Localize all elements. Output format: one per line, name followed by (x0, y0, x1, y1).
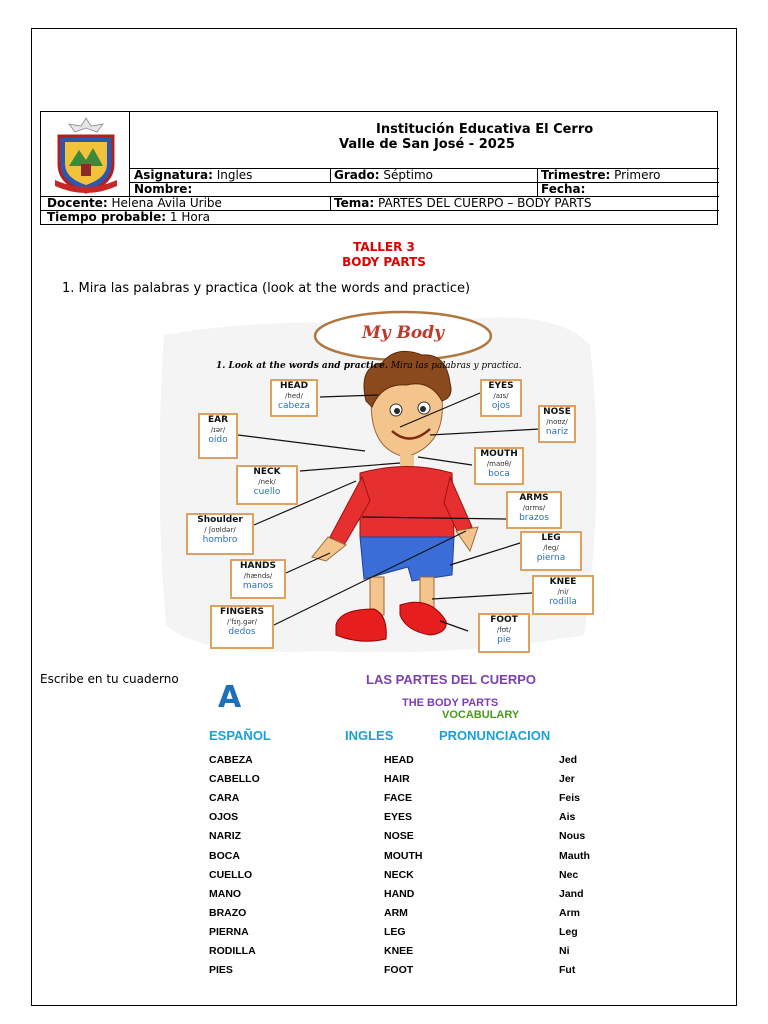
card-es: ojos (491, 401, 511, 411)
vocab-pron: Jed (559, 754, 578, 766)
letter-a-icon: A (218, 680, 242, 715)
list-item (0, 888, 768, 907)
vocab-en: MOUTH (384, 849, 423, 862)
city-year: Valle de San José - 2025 (339, 137, 515, 152)
vocab-en: HEAD (384, 754, 414, 766)
card-ipa: /ˈfɪŋ.gər/ (227, 618, 257, 626)
vocab-card-head (270, 379, 318, 417)
tiempo-cell (47, 210, 210, 224)
vocab-en: LEG (384, 925, 406, 938)
vocab-en: ARM (384, 906, 408, 919)
docente-value: Helena Avila Uribe (111, 196, 222, 210)
card-ipa: /maʊθ/ (486, 460, 512, 468)
card-ipa: /ɪər/ (210, 426, 226, 434)
card-ipa: /hænds/ (243, 572, 273, 580)
list-item (0, 792, 768, 811)
card-en: FOOT (490, 615, 518, 625)
vocab-en: HAND (384, 887, 415, 900)
vocab-card-foot (478, 613, 530, 653)
vocab-pron: Ni (559, 945, 570, 957)
asignatura-label: Asignatura: (134, 168, 213, 182)
trimestre-label: Trimestre: (541, 168, 611, 182)
vocab-card-mouth (474, 447, 524, 485)
taller-title: TALLER 3 (353, 240, 415, 254)
vocab-card-shoulder (186, 513, 254, 555)
card-en: HEAD (279, 381, 309, 391)
vocab-es: BOCA (209, 849, 240, 862)
write-note: Escribe en tu cuaderno (40, 672, 179, 686)
nombre-cell (134, 182, 192, 196)
list-item (0, 830, 768, 849)
vocab-es: CUELLO (209, 868, 253, 881)
vocab-es: PIERNA (209, 925, 249, 938)
vocab-card-fingers (210, 605, 274, 649)
card-en: EYES (488, 381, 514, 391)
card-es: cabeza (278, 401, 310, 411)
instruction: 1. Mira las palabras y practica (look at the words and practice) (62, 281, 471, 296)
vocab-pron: Feis (559, 792, 581, 805)
vocab-en: FOOT (384, 964, 414, 977)
vocab-pron: Nous (559, 830, 586, 843)
card-en: ARMS (519, 493, 549, 503)
list-item (0, 926, 768, 945)
card-en: FINGERS (220, 607, 264, 617)
vocab-pron: Ais (559, 811, 576, 824)
card-en: KNEE (549, 577, 577, 587)
card-ipa: /aɪs/ (493, 392, 509, 400)
vocab-pron: Leg (559, 925, 578, 938)
list-item (0, 964, 768, 983)
column-header-pronunciacion: PRONUNCIACION (439, 728, 551, 743)
vocab-es: BRAZO (209, 906, 247, 919)
card-ipa: /hed/ (285, 392, 303, 400)
card-ipa: /ɑrms/ (522, 504, 546, 512)
vocab-card-arms (506, 491, 562, 529)
docente-cell (47, 196, 222, 210)
vocab-es: PIES (209, 964, 233, 977)
vocab-en: HAIR (384, 773, 410, 786)
card-ipa: /nek/ (258, 478, 276, 486)
card-es: pierna (536, 553, 566, 563)
tema-value: PARTES DEL CUERPO – BODY PARTS (377, 196, 592, 210)
docente-label: Docente: (47, 196, 108, 210)
card-es: oído (208, 435, 228, 445)
list-item (0, 850, 768, 869)
vocab-card-knee (532, 575, 594, 615)
tiempo-value: 1 Hora (169, 210, 210, 224)
card-en: NOSE (543, 407, 571, 417)
body-parts-title: BODY PARTS (342, 255, 426, 269)
vocab-pron: Nec (559, 868, 579, 881)
card-en: EAR (207, 415, 229, 425)
tiempo-label: Tiempo probable: (47, 210, 167, 224)
card-es: hombro (202, 535, 238, 545)
card-ipa: /fʊt/ (496, 626, 512, 634)
illustration-subtitle-en: 1. Look at the words and practice. (216, 361, 388, 371)
list-item (0, 945, 768, 964)
card-es: brazos (519, 513, 549, 523)
card-en: LEG (541, 533, 561, 543)
list-item (0, 869, 768, 888)
card-es: cuello (253, 487, 281, 497)
vocab-pron: Fut (559, 964, 576, 977)
asignatura-value: Ingles (216, 168, 253, 182)
fecha-cell (541, 182, 585, 196)
institution-name: Institución Educativa El Cerro (376, 122, 594, 137)
vocab-pron: Arm (559, 906, 581, 919)
list-item (0, 754, 768, 773)
vocab-card-hands (230, 559, 286, 599)
card-ipa: /leg/ (543, 544, 559, 552)
list-item (0, 907, 768, 926)
fecha-label: Fecha: (541, 182, 586, 196)
card-es: nariz (545, 427, 569, 437)
card-ipa: / ʃoʊldər/ (204, 526, 236, 534)
card-es: dedos (228, 627, 256, 637)
tema-cell (334, 196, 591, 210)
my-body-title: My Body (361, 323, 445, 343)
column-header-espanol: ESPAÑOL (209, 728, 271, 743)
grado-label: Grado: (334, 168, 380, 182)
vocab-subtitle: THE BODY PARTS (402, 697, 499, 709)
vocab-en: NOSE (384, 830, 414, 843)
trimestre-cell (541, 168, 661, 182)
card-es: manos (242, 581, 274, 591)
vocab-es: NARIZ (209, 830, 242, 843)
vocab-es: CARA (209, 792, 240, 805)
vocab-es: OJOS (209, 811, 239, 824)
vocab-card-ear (198, 413, 238, 459)
list-item (0, 773, 768, 792)
card-es: boca (488, 469, 510, 479)
tema-label: Tema: (334, 196, 375, 210)
vocab-es: CABEZA (209, 754, 253, 766)
trimestre-value: Primero (614, 168, 661, 182)
card-en: Shoulder (197, 515, 243, 525)
card-es: pie (497, 635, 511, 645)
vocab-card-neck (236, 465, 298, 505)
vocab-en: KNEE (384, 945, 414, 957)
vocab-card-eyes (480, 379, 522, 417)
card-en: MOUTH (480, 449, 518, 459)
vocab-es: RODILLA (209, 945, 256, 957)
card-en: NECK (253, 467, 281, 477)
illustration-subtitle-es: Mira las palabras y practica. (390, 361, 522, 371)
card-ipa: /ni/ (557, 588, 569, 596)
vocab-en: EYES (384, 811, 413, 824)
vocab-es: CABELLO (209, 773, 260, 786)
vocab-en: NECK (384, 868, 414, 881)
vocab-subtitle-2: VOCABULARY (442, 709, 520, 721)
institution-block (171, 122, 719, 152)
vocab-pron: Jer (559, 773, 575, 786)
my-body-illustration (160, 305, 600, 657)
school-crest (45, 114, 127, 196)
column-header-ingles: INGLES (345, 728, 394, 743)
card-ipa: /noʊz/ (546, 418, 568, 426)
vocab-title: LAS PARTES DEL CUERPO (366, 672, 536, 687)
list-item (0, 811, 768, 830)
card-en: HANDS (240, 561, 276, 571)
grado-value: Séptimo (383, 168, 434, 182)
grado-cell (334, 168, 433, 182)
header-table (40, 111, 718, 225)
vocab-pron: Mauth (559, 849, 590, 862)
vocab-card-leg (520, 531, 582, 571)
illustration-subtitle (216, 361, 522, 371)
nombre-label: Nombre: (134, 182, 193, 196)
vocab-card-nose (538, 405, 576, 443)
vocab-es: MANO (209, 887, 242, 900)
card-es: rodilla (549, 597, 577, 607)
asignatura-cell (134, 168, 252, 182)
vocab-en: FACE (384, 792, 413, 805)
vocab-pron: Jand (559, 887, 584, 900)
